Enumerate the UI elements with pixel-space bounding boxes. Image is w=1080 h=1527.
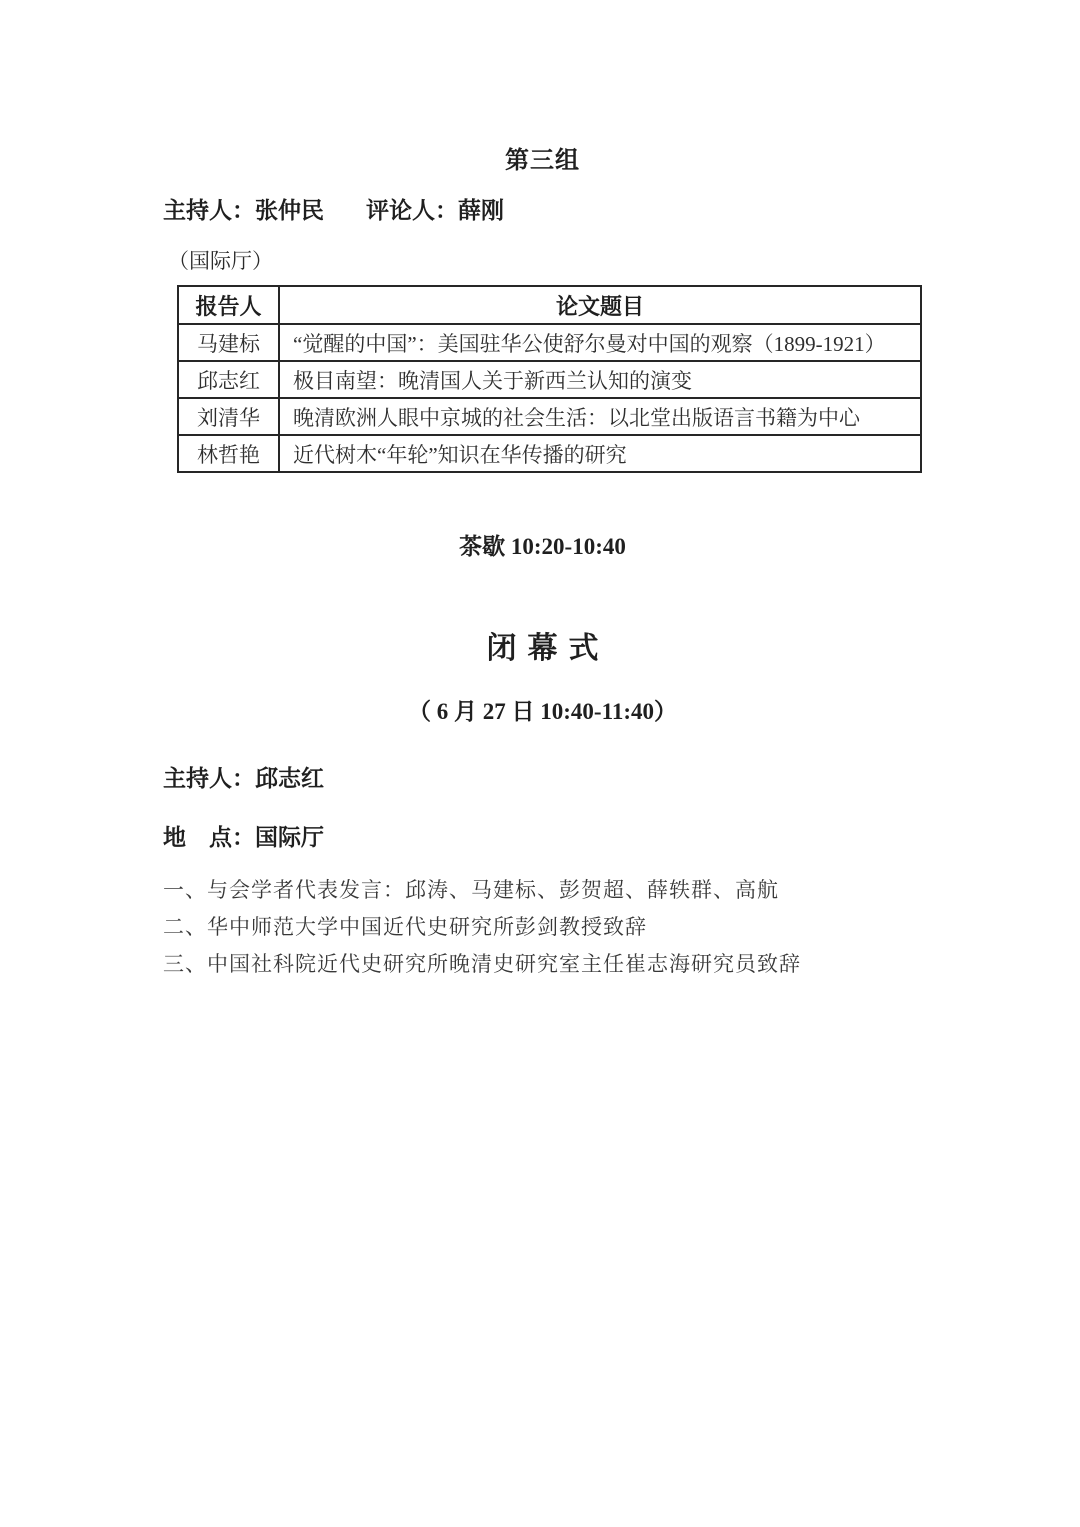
paper-title-cell: “觉醒的中国”：美国驻华公使舒尔曼对中国的观察（1899-1921）	[279, 324, 921, 361]
table-row	[178, 435, 921, 472]
presenter-cell: 林哲艳	[178, 435, 279, 472]
table-header-row	[178, 286, 921, 324]
closing-ceremony-datetime: （ 6 月 27 日 10:40-11:40）	[408, 699, 677, 724]
closing-host: 主持人：邱志红	[163, 766, 324, 791]
tea-break-notice: 茶歇 10:20-10:40	[459, 534, 626, 559]
agenda-item: 二、华中师范大学中国近代史研究所彭剑教授致辞	[163, 915, 647, 939]
agenda-item: 三、中国社科院近代史研究所晚清史研究室主任崔志海研究员致辞	[163, 952, 801, 976]
table-row	[178, 324, 921, 361]
session-host-label: 主持人：张仲民	[163, 198, 324, 223]
paper-title-cell: 极目南望：晚清国人关于新西兰认知的演变	[279, 361, 921, 398]
presenter-column-header: 报告人	[178, 286, 279, 324]
closing-ceremony-title: 闭幕式	[486, 632, 610, 665]
closing-venue: 地 点：国际厅	[163, 825, 324, 850]
session-commentator-label: 评论人：薛刚	[366, 198, 504, 223]
papers-table	[177, 285, 922, 473]
table-row	[178, 398, 921, 435]
session-venue: （国际厅）	[168, 249, 273, 273]
presenter-cell: 邱志红	[178, 361, 279, 398]
paper-title-cell: 晚清欧洲人眼中京城的社会生活：以北堂出版语言书籍为中心	[279, 398, 921, 435]
session-host-line	[163, 192, 922, 225]
paper-title-column-header: 论文题目	[279, 286, 921, 324]
paper-title-cell: 近代树木“年轮”知识在华传播的研究	[279, 435, 921, 472]
presenter-cell: 刘清华	[178, 398, 279, 435]
agenda-item: 一、与会学者代表发言：邱涛、马建标、彭贺超、薛轶群、高航	[163, 878, 779, 902]
presenter-cell: 马建标	[178, 324, 279, 361]
closing-agenda-list	[163, 879, 922, 975]
table-row	[178, 361, 921, 398]
session-title: 第三组	[505, 148, 580, 174]
